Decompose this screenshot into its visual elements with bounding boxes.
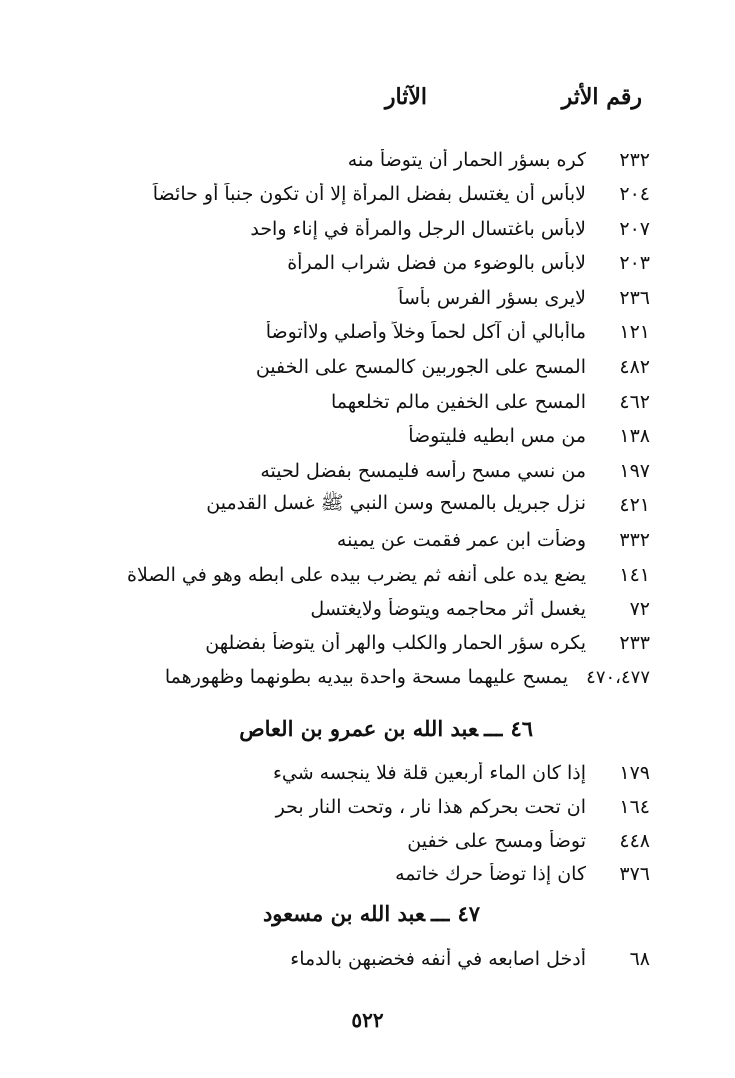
- athar-text: من مس ابطيه فليتوضأ: [408, 425, 586, 447]
- athar-number: ١٦٤: [619, 796, 650, 818]
- list-item: [50, 523, 650, 557]
- athar-number: ٦٨: [629, 948, 650, 970]
- athar-number: ٤٨٢: [619, 356, 650, 378]
- list-item: [50, 246, 650, 280]
- list-item: [50, 315, 650, 349]
- athar-number: ١٩٧: [619, 460, 650, 482]
- athar-text: المسح على الجوربين كالمسح على الخفين: [255, 356, 586, 378]
- list-item: [50, 454, 650, 488]
- list-item: [50, 350, 650, 384]
- athar-number: ١٤١: [619, 564, 650, 586]
- section-number: ٤٧: [457, 901, 480, 926]
- athar-number: ١٧٩: [619, 762, 650, 784]
- athar-number: ٢٠٣: [619, 252, 650, 274]
- section-title: عبد الله بن مسعود: [262, 901, 425, 926]
- athar-text: يضع يده على أنفه ثم يضرب بيده على ابطه وهو في الصلاة: [127, 564, 586, 586]
- athar-text: ان تحت بحركم هذا نار ، وتحت النار بحر: [275, 796, 586, 818]
- section-heading: [263, 901, 480, 926]
- section-number: ٤٦: [510, 716, 533, 741]
- list-item: [50, 385, 650, 419]
- athar-number: ٢٣٢: [619, 149, 650, 171]
- list-item: [50, 824, 650, 858]
- athar-number: ٢٠٧: [619, 218, 650, 240]
- athar-number: ٢٣٣: [619, 632, 650, 654]
- athar-text: يكره سؤر الحمار والكلب والهر أن يتوضأ بفضلهن: [205, 632, 586, 654]
- athar-text: لابأس أن يغتسل بفضل المرأة إلا أن تكون جنباً أو حائضاً: [152, 183, 586, 205]
- list-item: [50, 660, 650, 694]
- list-item: [50, 558, 650, 592]
- athar-text: كان إذا توضأ حرك خاتمه: [395, 863, 586, 885]
- text-column-header: الآثار: [384, 84, 427, 110]
- list-item: [50, 143, 650, 177]
- athar-text: لابأس باغتسال الرجل والمرأة في إناء واحد: [250, 218, 586, 240]
- athar-text: لايرى بسؤر الفرس بأساً: [398, 287, 586, 309]
- athar-text: نزل جبريل بالمسح وسن النبي ﷺ غسل القدمين: [206, 492, 586, 514]
- athar-text: وضأت ابن عمر فقمت عن يمينه: [336, 529, 586, 551]
- athar-number: ٢٣٦: [619, 287, 650, 309]
- list-item: [50, 592, 650, 626]
- athar-text: أدخل اصابعه في أنفه فخضبهن بالدماء: [290, 948, 586, 970]
- athar-text: لابأس بالوضوء من فضل شراب المرأة: [287, 252, 586, 274]
- section-heading: [239, 716, 533, 741]
- list-item: [50, 756, 650, 790]
- list-item: [50, 942, 650, 976]
- athar-text: المسح على الخفين مالم تخلعهما: [331, 391, 586, 413]
- list-item: [50, 626, 650, 660]
- list-item: [50, 790, 650, 824]
- athar-text: يغسل أثر محاجمه ويتوضأ ولايغتسل: [310, 598, 586, 620]
- athar-number: ٧٢: [629, 598, 650, 620]
- page-number: ٥٢٢: [351, 1008, 384, 1032]
- list-item: [50, 281, 650, 315]
- athar-text: توضأ ومسح على خفين: [407, 830, 586, 852]
- athar-text: ماأبالي أن آكل لحماً وخلاً وأصلي ولاأتوضأ: [265, 321, 586, 343]
- number-column-header: رقم الأثر: [561, 84, 642, 110]
- list-item: [50, 212, 650, 246]
- list-item: [50, 488, 650, 522]
- athar-text: كره بسؤر الحمار أن يتوضأ منه: [347, 149, 586, 171]
- athar-text: من نسي مسح رأسه فليمسح بفضل لحيته: [260, 460, 586, 482]
- athar-number: ٤٧٠،٤٧٧: [586, 666, 650, 688]
- section-title: عبد الله بن عمرو بن العاص: [239, 716, 478, 741]
- list-item: [50, 857, 650, 891]
- athar-number: ٢٠٤: [619, 183, 650, 205]
- athar-number: ١٢١: [619, 321, 650, 343]
- athar-number: ٤٤٨: [619, 830, 650, 852]
- athar-number: ١٣٨: [619, 425, 650, 447]
- athar-number: ٣٧٦: [619, 863, 650, 885]
- athar-number: ٤٦٢: [619, 391, 650, 413]
- list-item: [50, 177, 650, 211]
- list-item: [50, 419, 650, 453]
- athar-text: إذا كان الماء أربعين قلة فلا ينجسه شيء: [272, 762, 586, 784]
- athar-text: يمسح عليهما مسحة واحدة بيديه بطونهما وظهورهما: [164, 666, 568, 688]
- athar-number: ٤٢١: [619, 494, 650, 516]
- section-dash: ـــ: [483, 716, 503, 741]
- athar-number: ٣٣٢: [619, 529, 650, 551]
- section-dash: ـــ: [430, 901, 450, 926]
